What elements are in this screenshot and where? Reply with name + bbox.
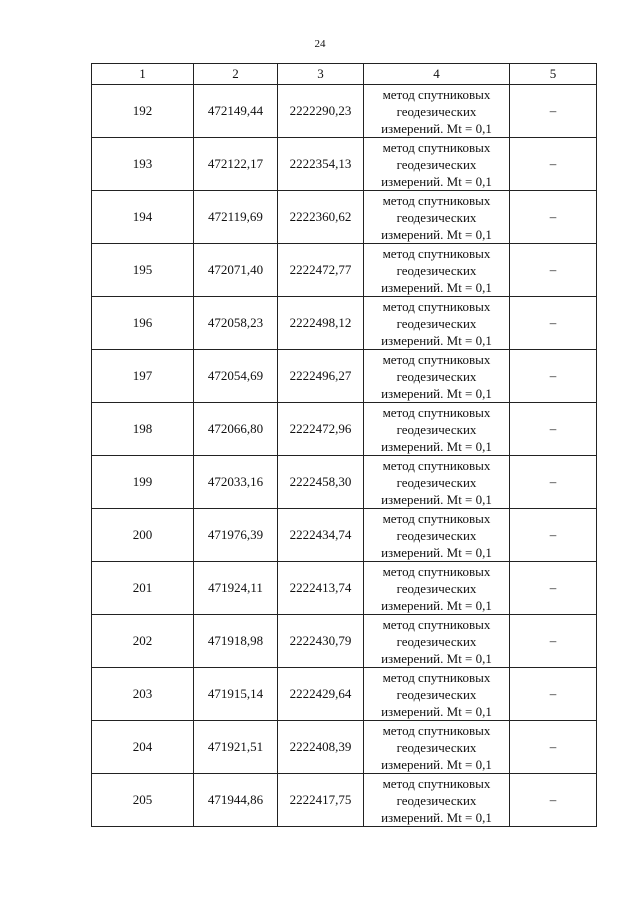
coordinate-y: 2222408,39 (278, 721, 364, 774)
point-number: 205 (92, 774, 194, 827)
note-cell: – (510, 138, 597, 191)
method-description (364, 403, 510, 456)
method-line: измерений. Mt = 0,1 (381, 544, 492, 560)
header-row (92, 64, 597, 85)
method-line: измерений. Mt = 0,1 (381, 279, 492, 295)
method-line: геодезических (396, 792, 477, 808)
coordinate-x: 471915,14 (194, 668, 278, 721)
method-line: метод спутниковых (382, 457, 491, 473)
method-line: геодезических (396, 156, 477, 172)
coordinate-x: 472066,80 (194, 403, 278, 456)
method-line: метод спутниковых (382, 722, 491, 738)
point-number: 193 (92, 138, 194, 191)
point-number: 195 (92, 244, 194, 297)
method-description (364, 191, 510, 244)
method-line: геодезических (396, 262, 477, 278)
method-description (364, 138, 510, 191)
header-col-2: 2 (194, 64, 278, 85)
table-row (92, 138, 597, 191)
method-line: измерений. Mt = 0,1 (381, 385, 492, 401)
method-line: измерений. Mt = 0,1 (381, 438, 492, 454)
method-line: измерений. Mt = 0,1 (381, 809, 492, 825)
coordinate-y: 2222290,23 (278, 85, 364, 138)
method-description (364, 350, 510, 403)
method-line: метод спутниковых (382, 616, 491, 632)
coordinate-y: 2222496,27 (278, 350, 364, 403)
table-row (92, 456, 597, 509)
method-line: геодезических (396, 633, 477, 649)
method-line: геодезических (396, 474, 477, 490)
method-description (364, 562, 510, 615)
coordinate-x: 472119,69 (194, 191, 278, 244)
method-line: метод спутниковых (382, 563, 491, 579)
method-line: измерений. Mt = 0,1 (381, 332, 492, 348)
method-line: метод спутниковых (382, 298, 491, 314)
method-description (364, 244, 510, 297)
method-description (364, 615, 510, 668)
header-col-1: 1 (92, 64, 194, 85)
point-number: 202 (92, 615, 194, 668)
point-number: 197 (92, 350, 194, 403)
header-col-3: 3 (278, 64, 364, 85)
method-description (364, 297, 510, 350)
coordinate-y: 2222472,77 (278, 244, 364, 297)
method-line: измерений. Mt = 0,1 (381, 756, 492, 772)
note-cell: – (510, 85, 597, 138)
coordinate-x: 471921,51 (194, 721, 278, 774)
coordinate-x: 472149,44 (194, 85, 278, 138)
method-description (364, 668, 510, 721)
method-description (364, 85, 510, 138)
header-col-5: 5 (510, 64, 597, 85)
point-number: 203 (92, 668, 194, 721)
method-line: метод спутниковых (382, 404, 491, 420)
point-number: 204 (92, 721, 194, 774)
table-row (92, 774, 597, 827)
coordinate-y: 2222472,96 (278, 403, 364, 456)
table-row (92, 562, 597, 615)
table-row (92, 615, 597, 668)
note-cell: – (510, 615, 597, 668)
point-number: 201 (92, 562, 194, 615)
method-line: геодезических (396, 580, 477, 596)
coordinate-y: 2222354,13 (278, 138, 364, 191)
method-line: геодезических (396, 421, 477, 437)
note-cell: – (510, 668, 597, 721)
coordinate-x: 471924,11 (194, 562, 278, 615)
coordinate-x: 471944,86 (194, 774, 278, 827)
method-line: метод спутниковых (382, 669, 491, 685)
coordinate-y: 2222434,74 (278, 509, 364, 562)
point-number: 198 (92, 403, 194, 456)
coordinate-x: 471976,39 (194, 509, 278, 562)
table-header (92, 64, 597, 85)
method-line: измерений. Mt = 0,1 (381, 597, 492, 613)
method-line: измерений. Mt = 0,1 (381, 491, 492, 507)
method-line: геодезических (396, 527, 477, 543)
method-line: метод спутниковых (382, 192, 491, 208)
coordinate-x: 471918,98 (194, 615, 278, 668)
note-cell: – (510, 509, 597, 562)
point-number: 199 (92, 456, 194, 509)
coordinate-x: 472054,69 (194, 350, 278, 403)
coordinate-y: 2222430,79 (278, 615, 364, 668)
note-cell: – (510, 774, 597, 827)
method-line: метод спутниковых (382, 510, 491, 526)
method-line: метод спутниковых (382, 139, 491, 155)
table-row (92, 85, 597, 138)
coordinate-x: 472122,17 (194, 138, 278, 191)
method-line: геодезических (396, 103, 477, 119)
method-line: измерений. Mt = 0,1 (381, 120, 492, 136)
table-row (92, 350, 597, 403)
method-description (364, 721, 510, 774)
note-cell: – (510, 721, 597, 774)
method-line: геодезических (396, 686, 477, 702)
method-line: геодезических (396, 315, 477, 331)
page-number: 24 (314, 38, 326, 50)
method-line: геодезических (396, 739, 477, 755)
table-row (92, 668, 597, 721)
coordinates-table (91, 63, 597, 827)
method-line: метод спутниковых (382, 351, 491, 367)
method-line: геодезических (396, 209, 477, 225)
method-line: метод спутниковых (382, 86, 491, 102)
table-row (92, 191, 597, 244)
method-description (364, 774, 510, 827)
note-cell: – (510, 297, 597, 350)
method-line: измерений. Mt = 0,1 (381, 173, 492, 189)
method-line: геодезических (396, 368, 477, 384)
method-line: метод спутниковых (382, 775, 491, 791)
table-row (92, 509, 597, 562)
note-cell: – (510, 456, 597, 509)
point-number: 194 (92, 191, 194, 244)
table-row (92, 244, 597, 297)
table-row (92, 403, 597, 456)
coordinate-x: 472058,23 (194, 297, 278, 350)
note-cell: – (510, 562, 597, 615)
note-cell: – (510, 191, 597, 244)
point-number: 196 (92, 297, 194, 350)
table-row (92, 297, 597, 350)
method-line: измерений. Mt = 0,1 (381, 650, 492, 666)
note-cell: – (510, 403, 597, 456)
table-row (92, 721, 597, 774)
coordinate-y: 2222429,64 (278, 668, 364, 721)
coordinate-y: 2222498,12 (278, 297, 364, 350)
coordinate-y: 2222458,30 (278, 456, 364, 509)
method-description (364, 509, 510, 562)
header-col-4: 4 (364, 64, 510, 85)
coordinate-x: 472071,40 (194, 244, 278, 297)
method-line: измерений. Mt = 0,1 (381, 226, 492, 242)
table-body (92, 85, 597, 827)
method-description (364, 456, 510, 509)
coordinate-y: 2222413,74 (278, 562, 364, 615)
coordinate-x: 472033,16 (194, 456, 278, 509)
point-number: 200 (92, 509, 194, 562)
point-number: 192 (92, 85, 194, 138)
method-line: метод спутниковых (382, 245, 491, 261)
coordinate-y: 2222417,75 (278, 774, 364, 827)
coordinate-y: 2222360,62 (278, 191, 364, 244)
note-cell: – (510, 350, 597, 403)
method-line: измерений. Mt = 0,1 (381, 703, 492, 719)
note-cell: – (510, 244, 597, 297)
